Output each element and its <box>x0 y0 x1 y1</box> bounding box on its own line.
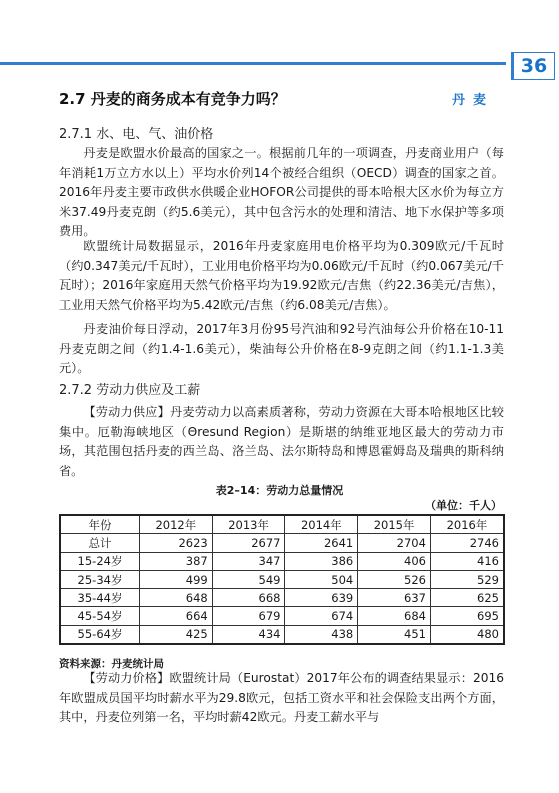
header-country: 丹麦 <box>452 93 495 108</box>
table-cell: 438 <box>285 625 358 644</box>
row-label: 35-44岁 <box>60 589 140 607</box>
header-cell: 2014年 <box>285 515 358 534</box>
paragraph-labor-supply <box>59 403 504 481</box>
section-title: 2.7 丹麦的商务成本有竞争力吗？ <box>59 90 286 108</box>
table-cell: 2677 <box>212 534 285 552</box>
table-cell: 2746 <box>430 534 504 552</box>
table-cell: 451 <box>358 625 431 644</box>
paragraph-text: 【劳动力供应】丹麦劳动力以高素质著称，劳动力资源在大哥本哈根地区比较集中。厄勒海峡地区（Θresund Region）是斯堪的纳维亚地区最大的劳动力市场，其范围包括丹麦的西兰岛、洛兰岛、法尔斯特岛和博恩霍姆岛及瑞典的斯科纳省。 <box>59 405 504 478</box>
paragraph-text: 丹麦油价每日浮动，2017年3月份95号汽油和92号汽油每公升价格在10-11丹麦克朗之间（约1.4-1.6美元），柴油每公升价格在8-9克朗之间（约1.1-1.3美元）。 <box>59 322 504 376</box>
header-cell: 2013年 <box>212 515 285 534</box>
header-rule <box>0 62 506 65</box>
table-cell: 2623 <box>140 534 213 552</box>
table-row <box>60 607 504 625</box>
table-row <box>60 570 504 588</box>
table-cell: 664 <box>140 607 213 625</box>
table-source: 资料来源：丹麦统计局 <box>59 658 164 670</box>
table-cell: 549 <box>212 570 285 588</box>
table-row <box>60 552 504 570</box>
table-cell: 425 <box>140 625 213 644</box>
header-cell: 2012年 <box>140 515 213 534</box>
subsection-title-utilities: 2.7.1 水、电、气、油价格 <box>59 127 214 142</box>
table-cell: 637 <box>358 589 431 607</box>
paragraph-text: 欧盟统计局数据显示，2016年丹麦家庭用电价格平均为0.309欧元/千瓦时（约0.347美元/千瓦时），工业用电价格平均为0.06欧元/千瓦时（约0.067美元/千瓦时）；2016年家庭用天然气价格平均为19.92欧元/吉焦（约22.36美元/吉焦），工业用天然气价格平均为5.42欧元/吉焦（约6.08美元/吉焦）。 <box>59 239 504 312</box>
paragraph-labor-price <box>59 669 504 728</box>
table-cell: 684 <box>358 607 431 625</box>
table-cell: 674 <box>285 607 358 625</box>
subsection-title-labor: 2.7.2 劳动力供应及工薪 <box>59 383 201 398</box>
table-cell: 668 <box>212 589 285 607</box>
row-label: 55-64岁 <box>60 625 140 644</box>
table-cell: 679 <box>212 607 285 625</box>
table-row <box>60 534 504 552</box>
row-label: 总计 <box>60 534 140 552</box>
table-cell: 625 <box>430 589 504 607</box>
table-row <box>60 625 504 644</box>
table-cell: 386 <box>285 552 358 570</box>
table-cell: 526 <box>358 570 431 588</box>
table-cell: 416 <box>430 552 504 570</box>
table-cell: 387 <box>140 552 213 570</box>
row-label: 45-54岁 <box>60 607 140 625</box>
row-label: 15-24岁 <box>60 552 140 570</box>
table-caption: 表2–14：劳动力总量情况 <box>215 484 344 497</box>
header-cell: 年份 <box>60 515 140 534</box>
page-number: 36 <box>511 52 555 80</box>
header-cell: 2015年 <box>358 515 431 534</box>
table-row <box>60 589 504 607</box>
table-cell: 529 <box>430 570 504 588</box>
table-cell: 2641 <box>285 534 358 552</box>
paragraph-electricity-gas <box>59 237 504 315</box>
table-cell: 499 <box>140 570 213 588</box>
paragraph-text: 【劳动力价格】欧盟统计局（Eurostat）2017年公布的调查结果显示：2016年欧盟成员国平均时薪水平为29.8欧元，包括工资水平和社会保险支出两个方面，其中，丹麦位列第一名，平均时薪42欧元。丹麦工薪水平与 <box>59 671 504 725</box>
paragraph-text: 丹麦是欧盟水价最高的国家之一。根据前几年的一项调查，丹麦商业用户（每年消耗1万立方水以上）平均水价列14个被经合组织（OECD）调查的国家之首。2016年丹麦主要市政供水供暖企业HOFOR公司提供的哥本哈根大区水价为每立方米37.49丹麦克朗（约5.6美元），其中包含污水的处理和清洁、地下水保护等多项费用。 <box>59 146 504 239</box>
table-cell: 639 <box>285 589 358 607</box>
header-cell: 2016年 <box>430 515 504 534</box>
table-cell: 2704 <box>358 534 431 552</box>
table-cell: 480 <box>430 625 504 644</box>
table-cell: 347 <box>212 552 285 570</box>
table-header-row <box>60 515 504 534</box>
row-label: 25-34岁 <box>60 570 140 588</box>
table-cell: 504 <box>285 570 358 588</box>
table-cell: 434 <box>212 625 285 644</box>
table-unit: （单位：千人） <box>425 499 502 512</box>
paragraph-oil-price <box>59 320 504 379</box>
paragraph-water-price <box>59 144 504 242</box>
labor-table <box>59 514 505 645</box>
table-cell: 695 <box>430 607 504 625</box>
table-cell: 406 <box>358 552 431 570</box>
table-cell: 648 <box>140 589 213 607</box>
